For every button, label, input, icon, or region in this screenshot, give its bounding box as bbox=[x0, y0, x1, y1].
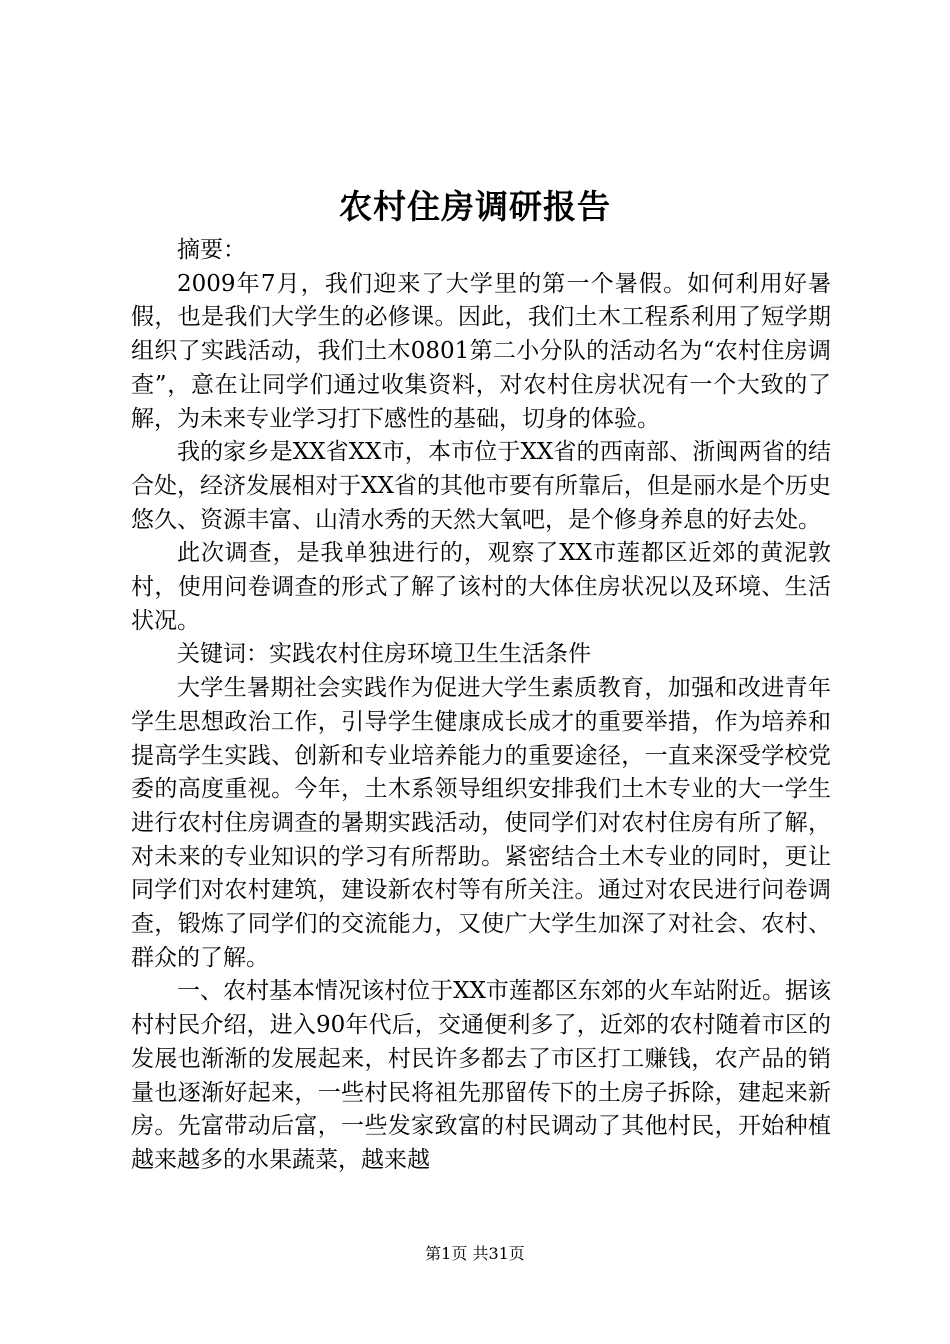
paragraph: 我的家乡是XX省XX市，本市位于XX省的西南部、浙闽两省的结合处，经济发展相对于XX省的其他市要有所靠后，但是丽水是个历史悠久、资源丰富、山清水秀的天然大氧吧，是个修身养息的好去处。 bbox=[131, 439, 831, 533]
keywords-line: 关键词：实践农村住房环境卫生生活条件 bbox=[177, 641, 591, 668]
document-title: 农村住房调研报告 bbox=[339, 187, 611, 226]
paragraph: 2009年7月，我们迎来了大学里的第一个暑假。如何利用好暑假，也是我们大学生的必修课。因此，我们土木工程系利用了短学期组织了实践活动，我们土木0801第二小分队的活动名为“农村住房调查”，意在让同学们通过收集资料，对农村住房状况有一个大致的了解，为未来专业学习打下感性的基础，切身的体验。 bbox=[131, 270, 831, 432]
paragraph: 一、农村基本情况该村位于XX市莲都区东郊的火车站附近。据该村村民介绍，进入90年代后，交通便利多了，近郊的农村随着市区的发展也渐渐的发展起来，村民许多都去了市区打工赚钱，农产品的销量也逐渐好起来，一些村民将祖先那留传下的土房子拆除，建起来新房。先富带动后富，一些发家致富的村民调动了其他村民，开始种植越来越多的水果蔬菜，越来越 bbox=[131, 978, 831, 1173]
paragraph: 大学生暑期社会实践作为促进大学生素质教育，加强和改进青年学生思想政治工作，引导学生健康成长成才的重要举措，作为培养和提高学生实践、创新和专业培养能力的重要途径，一直来深受学校党委的高度重视。今年，土木系领导组织安排我们土木专业的大一学生进行农村住房调查的暑期实践活动，使同学们对农村住房有所了解，对未来的专业知识的学习有所帮助。紧密结合土木专业的同时，更让同学们对农村建筑，建设新农村等有所关注。通过对农民进行问卷调查，锻炼了同学们的交流能力，又使广大学生加深了对社会、农村、群众的了解。 bbox=[131, 675, 831, 971]
abstract-label: 摘要： bbox=[177, 237, 246, 263]
paragraph: 此次调查，是我单独进行的，观察了XX市莲都区近郊的黄泥敦村，使用问卷调查的形式了解了该村的大体住房状况以及环境、生活状况。 bbox=[131, 540, 831, 634]
document-body bbox=[131, 234, 831, 1178]
page-footer: 第1页 共31页 bbox=[425, 1244, 525, 1263]
